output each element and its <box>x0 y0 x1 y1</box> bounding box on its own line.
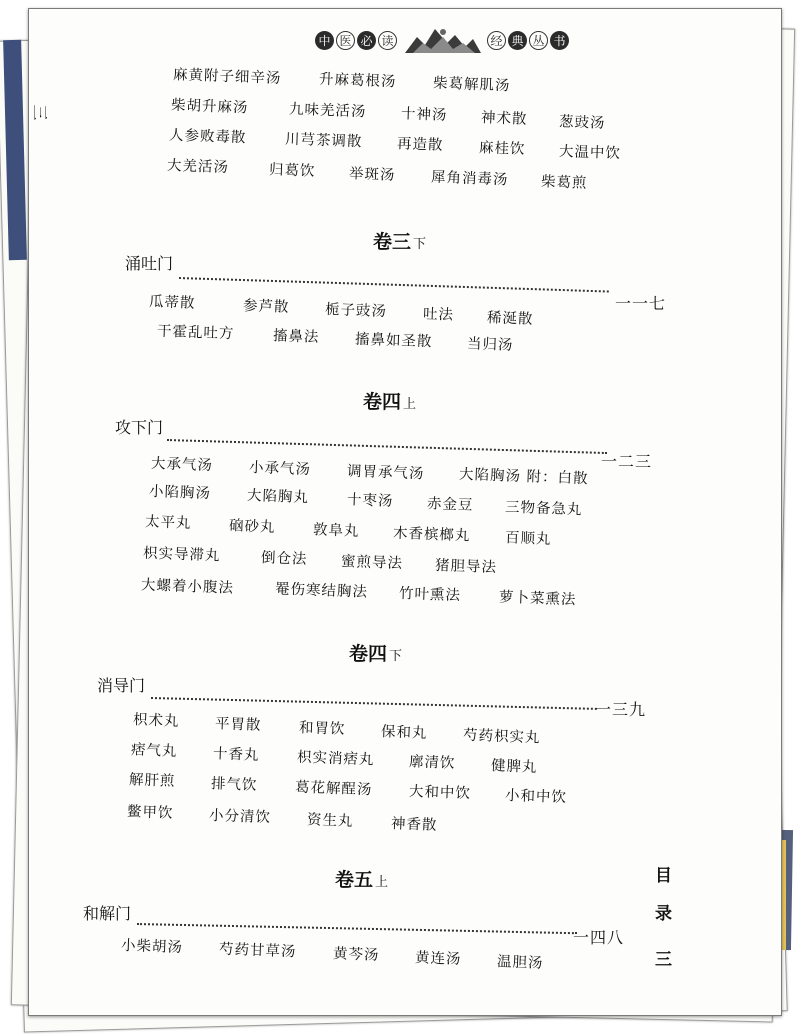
volume-heading <box>373 227 426 254</box>
volume-heading <box>349 639 402 666</box>
formula-entry: 人参败毒散 <box>168 127 247 147</box>
formula-entry: 木香槟榔丸 <box>392 525 471 545</box>
formula-entry: 枳实导滞丸 <box>142 545 221 565</box>
formula-entry: 枳术丸 <box>132 712 180 730</box>
header-char: 读 <box>378 31 397 50</box>
side-page-marker: 三 <box>30 104 50 121</box>
formula-entry: 搐鼻法 <box>272 328 320 346</box>
formula-entry: 敦阜丸 <box>312 522 360 540</box>
formula-entry: 痞气丸 <box>130 742 178 760</box>
volume-suffix: 下 <box>413 237 427 252</box>
formula-entry: 麻黄附子细辛汤 <box>172 67 282 87</box>
formula-entry: 鳖甲饮 <box>126 804 174 822</box>
formula-entry: 大承气汤 <box>150 455 214 475</box>
formula-entry: 平胃散 <box>214 716 262 734</box>
page-number: 一四八 <box>573 928 625 947</box>
formula-entry: 干霍乱吐方 <box>156 323 235 343</box>
formula-entry: 稀涎散 <box>486 310 534 328</box>
header-char: 书 <box>550 31 569 50</box>
formula-entry: 葱豉汤 <box>558 114 606 132</box>
volume-heading <box>363 387 416 414</box>
formula-entry: 当归汤 <box>466 336 514 354</box>
header-char: 必 <box>357 31 376 50</box>
formula-entry: 川芎茶调散 <box>284 131 363 151</box>
formula-entry: 大温中饮 <box>558 143 622 163</box>
page-number: 一一七 <box>615 294 667 313</box>
formula-entry: 升麻葛根汤 <box>318 71 397 91</box>
formula-entry: 十神汤 <box>400 106 448 124</box>
formula-entry: 归葛饮 <box>268 162 316 180</box>
formula-entry: 解肝煎 <box>128 772 176 790</box>
volume-title: 卷四 <box>363 391 402 413</box>
formula-entry: 罨伤寒结胸法 <box>274 581 369 601</box>
formula-entry: 硇砂丸 <box>228 518 276 536</box>
formula-entry: 保和丸 <box>380 724 428 742</box>
formula-entry: 十香丸 <box>212 746 260 764</box>
formula-entry: 黄芩汤 <box>332 946 380 964</box>
formula-entry: 举斑汤 <box>348 166 396 184</box>
formula-entry: 搐鼻如圣散 <box>354 331 433 351</box>
section-title: 和解门 <box>83 904 132 923</box>
section-title: 涌吐门 <box>125 254 174 273</box>
formula-entry: 大羌活汤 <box>166 157 230 177</box>
formula-entry: 和胃饮 <box>298 720 346 738</box>
formula-entry: 竹叶熏法 <box>398 585 462 605</box>
formula-entry: 大陷胸丸 <box>246 487 310 507</box>
formula-entry: 吐法 <box>422 306 455 324</box>
leader-dots <box>137 923 577 934</box>
page-number: 一二三 <box>601 452 653 471</box>
formula-entry: 调胃承气汤 <box>346 463 425 483</box>
header-char: 经 <box>487 31 506 50</box>
formula-entry: 十枣汤 <box>346 492 394 510</box>
volume-suffix: 上 <box>403 397 417 412</box>
formula-entry: 蜜煎导法 <box>340 553 404 573</box>
leader-dots <box>151 697 597 710</box>
page-number: 一三九 <box>595 700 647 719</box>
header-char: 典 <box>508 31 527 50</box>
formula-entry: 再造散 <box>396 136 444 154</box>
formula-entry: 百顺丸 <box>504 530 552 548</box>
volume-heading <box>335 865 388 892</box>
formula-entry: 猪胆导法 <box>434 557 498 577</box>
formula-entry: 犀角消毒汤 <box>430 169 509 189</box>
formula-entry: 大螺着小腹法 <box>140 577 235 597</box>
series-header <box>315 23 581 57</box>
formula-entry: 芍药枳实丸 <box>462 727 541 747</box>
volume-suffix: 上 <box>375 875 389 890</box>
formula-entry: 大和中饮 <box>408 783 472 803</box>
volume-title: 卷三 <box>373 231 412 253</box>
formula-entry: 小和中饮 <box>504 787 568 807</box>
formula-entry: 资生丸 <box>306 812 354 830</box>
formula-entry: 温胆汤 <box>496 954 544 972</box>
volume-suffix: 下 <box>389 649 403 664</box>
leader-dots <box>167 439 607 454</box>
formula-entry: 枳实消痞丸 <box>296 749 375 769</box>
landscape-ornament-icon <box>403 23 483 57</box>
header-char: 医 <box>336 31 355 50</box>
formula-entry: 黄连汤 <box>414 950 462 968</box>
formula-entry: 柴葛解肌汤 <box>432 75 511 95</box>
section-title: 攻下门 <box>115 418 164 437</box>
leader-dots <box>179 277 609 293</box>
formula-entry: 九味羌活汤 <box>288 101 367 121</box>
volume-title: 卷四 <box>349 643 388 665</box>
section-title: 消导门 <box>97 676 146 695</box>
formula-entry: 柴胡升麻汤 <box>170 97 249 117</box>
formula-entry: 大陷胸汤 附：白散 <box>458 466 589 488</box>
formula-entry: 小柴胡汤 <box>120 937 184 957</box>
formula-entry: 瓜蒂散 <box>148 294 196 312</box>
formula-entry: 倒仓法 <box>260 550 308 568</box>
formula-entry: 柴葛煎 <box>540 174 588 192</box>
header-char: 中 <box>315 31 334 50</box>
formula-entry: 参芦散 <box>242 298 290 316</box>
header-char: 丛 <box>529 31 548 50</box>
volume-title: 卷五 <box>335 869 374 891</box>
formula-entry: 芍药甘草汤 <box>218 941 297 961</box>
formula-entry: 健脾丸 <box>490 758 538 776</box>
formula-entry: 太平丸 <box>144 514 192 532</box>
formula-entry: 小承气汤 <box>248 459 312 479</box>
formula-entry: 三物备急丸 <box>504 499 583 519</box>
formula-entry: 葛花解酲汤 <box>294 779 373 799</box>
formula-entry: 排气饮 <box>210 776 258 794</box>
formula-entry: 小分清饮 <box>208 807 272 827</box>
formula-entry: 麻桂饮 <box>478 140 526 158</box>
book-page <box>28 8 782 1016</box>
formula-entry: 栀子豉汤 <box>324 301 388 321</box>
running-footer-char: 录 <box>655 904 672 924</box>
formula-entry: 神术散 <box>480 110 528 128</box>
formula-entry: 小陷胸汤 <box>148 483 212 503</box>
formula-entry: 赤金豆 <box>426 496 474 514</box>
formula-entry: 神香散 <box>390 816 438 834</box>
formula-entry: 萝卜菜熏法 <box>498 589 577 609</box>
formula-entry: 廓清饮 <box>408 754 456 772</box>
running-footer-char: 目 <box>655 866 672 886</box>
running-footer-char: 三 <box>655 950 672 970</box>
